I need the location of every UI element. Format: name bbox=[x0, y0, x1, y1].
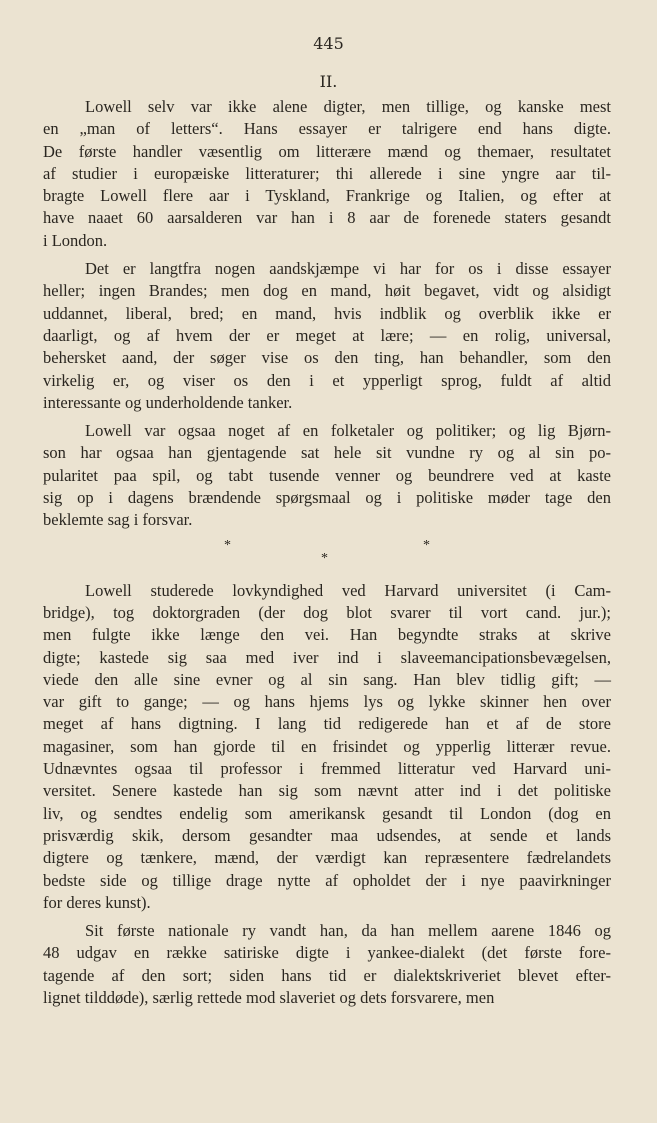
text-line: have naaet 60 aarsalderen var han i 8 aar de forenede staters gesandt bbox=[43, 208, 611, 228]
text-line: interessante og underholdende tanker. bbox=[43, 392, 293, 412]
text-line: son har ogsaa han gjentagende sat hele sit vundne ry og al sin po- bbox=[43, 443, 611, 463]
text-line: var gift to gange; — og hans hjems lys og lykke skinner hen over bbox=[43, 692, 611, 712]
text-line: i London. bbox=[43, 230, 108, 250]
text-line: liv, og sendtes endelig som amerikansk gesandt til London (dog en bbox=[43, 803, 611, 823]
text-line: prisværdig skik, dersom gesandter maa udsendes, at sende et lands bbox=[43, 825, 611, 845]
text-line: behersket aand, der søger vise os den ting, han behandler, som den bbox=[43, 348, 611, 368]
text-line: versitet. Senere kastede han sig som nævnt atter ind i det politiske bbox=[43, 781, 611, 801]
text-line: en „man of letters“. Hans essayer er talrigere end hans digte. bbox=[43, 119, 611, 139]
text-line: for deres kunst). bbox=[43, 892, 151, 912]
paragraph-2 bbox=[43, 258, 611, 414]
text-line: heller; ingen Brandes; men dog en mand, høit begavet, vidt og alsidigt bbox=[43, 281, 611, 301]
paragraph-3 bbox=[43, 420, 611, 531]
text-line: Udnævntes ogsaa til professor i fremmed litteratur ved Harvard uni- bbox=[43, 759, 611, 779]
paragraph-4 bbox=[43, 580, 611, 914]
text-line: beklemte sag i forsvar. bbox=[43, 510, 193, 530]
text-line: bridge), tog doktorgraden (der dog blot svarer til vort cand. jur.); bbox=[43, 602, 611, 622]
text-line: magasiner, som han gjorde til en frisindet og ypperlig litterær revue. bbox=[43, 736, 611, 756]
text-line: uddannet, liberal, bred; en mand, hvis indblik og overblik ikke er bbox=[43, 303, 611, 323]
text-line: bedste side og tillige drage nytte af opholdet der i nye paavirkninger bbox=[43, 870, 611, 890]
star-center: * bbox=[321, 550, 328, 566]
text-line: digtere og tænkere, mænd, der værdigt kan repræsentere fædrelandets bbox=[43, 848, 611, 868]
text-line: virkelig er, og viser os den i et ypperligt sprog, fuldt af altid bbox=[43, 370, 611, 390]
text-line: meget af hans digtning. I lang tid redigerede han et af de store bbox=[43, 714, 611, 734]
page-number: 445 bbox=[313, 34, 344, 53]
text-line: Lowell var ogsaa noget af en folketaler og politiker; og lig Bjørn- bbox=[85, 421, 611, 441]
paragraph-5 bbox=[43, 920, 611, 1009]
text-line: af studier i europæiske litteraturer; thi allerede i sine yngre aar til- bbox=[43, 163, 611, 183]
text-line: Lowell selv var ikke alene digter, men tillige, og kanske mest bbox=[85, 97, 611, 116]
text-line: Lowell studerede lovkyndighed ved Harvard universitet (i Cam- bbox=[85, 580, 611, 600]
section-heading: II. bbox=[319, 72, 338, 91]
text-line: Sit første nationale ry vandt han, da han mellem aarene 1846 og bbox=[85, 921, 611, 941]
star-right: * bbox=[423, 537, 430, 553]
body-text bbox=[43, 96, 611, 1009]
text-line: lignet tilddøde), særlig rettede mod slaveriet og dets forsvarere, men bbox=[43, 987, 495, 1007]
text-line: Det er langtfra nogen aandskjæmpe vi har for os i disse essayer bbox=[85, 259, 611, 279]
text-line: daarligt, og af hvem der er meget at lære; — en rolig, universal, bbox=[43, 325, 611, 345]
text-line: men fulgte ikke længe den vei. Han begyndte straks at skrive bbox=[43, 625, 611, 645]
text-line: sig op i dagens brændende spørgsmaal og i politiske møder tage den bbox=[43, 488, 611, 508]
text-line: viede den alle sine evner og al sin sang. Han blev tidlig gift; — bbox=[43, 669, 611, 689]
text-line: digte; kastede sig saa med iver ind i slaveemancipationsbevægelsen, bbox=[43, 647, 611, 667]
text-line: pularitet paa spil, og tabt tusende venner og beundrere ved at kaste bbox=[43, 465, 611, 485]
text-line: 48 udgav en række satiriske digte i yankee-dialekt (det første fore- bbox=[43, 943, 611, 963]
paragraph-1 bbox=[43, 96, 611, 252]
text-line: tagende af den sort; siden hans tid er dialektskriveriet blevet efter- bbox=[43, 965, 611, 985]
star-left: * bbox=[224, 537, 231, 553]
text-line: De første handler væsentlig om litterære mænd og themaer, resultatet bbox=[43, 141, 611, 161]
section-break bbox=[43, 532, 611, 572]
text-line: bragte Lowell flere aar i Tyskland, Frankrige og Italien, og efter at bbox=[43, 186, 611, 206]
